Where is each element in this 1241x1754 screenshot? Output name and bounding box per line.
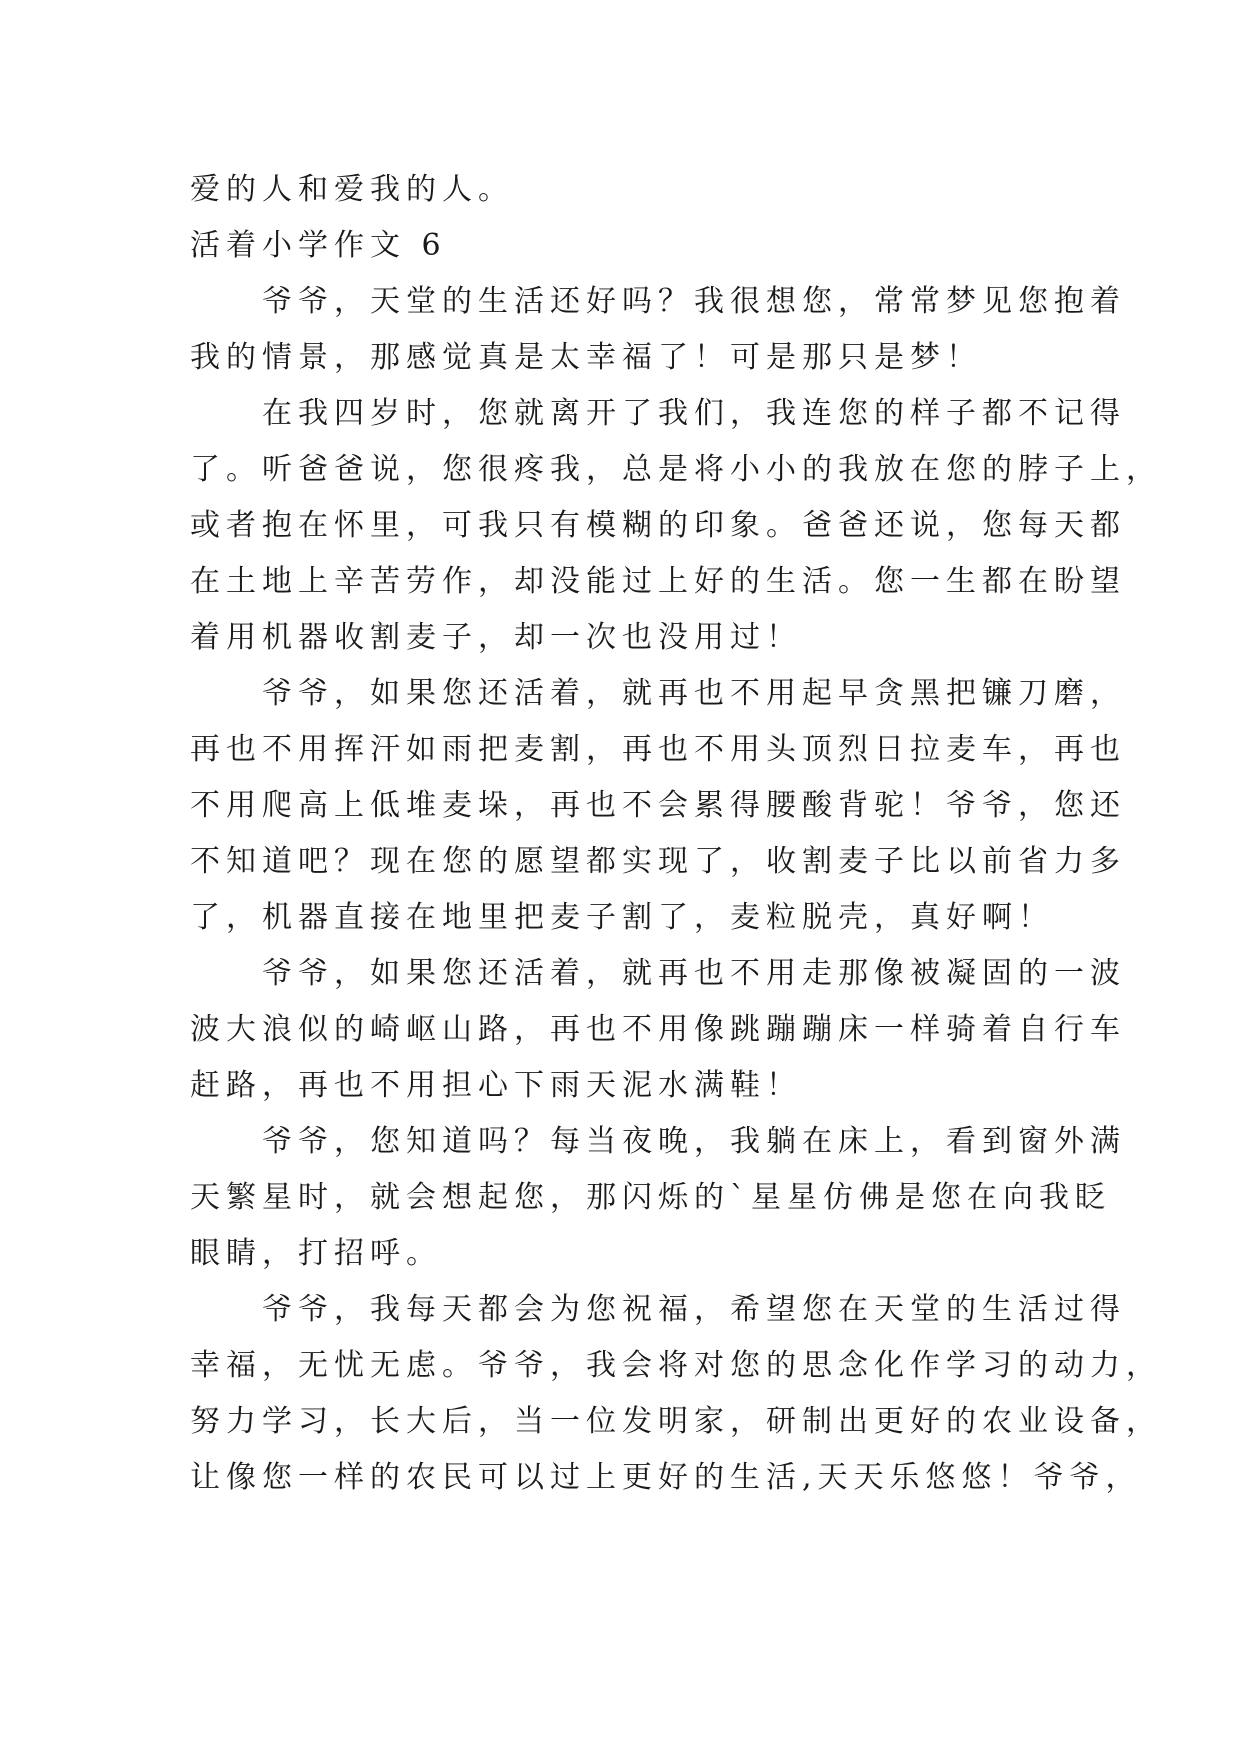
text-line: 或者抱在怀里，可我只有模糊的印象。爸爸还说，您每天都 [190,508,1126,543]
text-line: 了，机器直接在地里把麦子割了，麦粒脱壳，真好啊！ [190,900,1054,935]
text-line: 让像您一样的农民可以过上更好的生活,天天乐悠悠！爷爷， [190,1460,1142,1495]
text-line: 着用机器收割麦子，却一次也没用过！ [190,620,802,655]
text-line: 赶路，再也不用担心下雨天泥水满鞋！ [190,1068,802,1103]
text-line: 天繁星时，就会想起您，那闪烁的`星星仿佛是您在向我眨 [190,1180,1111,1215]
text-line: 再也不用挥汗如雨把麦割，再也不用头顶烈日拉麦车，再也 [190,732,1126,767]
text-line: 眼睛，打招呼。 [190,1236,442,1271]
text-line: 在土地上辛苦劳作，却没能过上好的生活。您一生都在盼望 [190,564,1126,599]
section-title: 活着小学作文 6 [190,228,447,263]
text-line: 努力学习，长大后，当一位发明家，研制出更好的农业设备， [190,1404,1162,1439]
text-line: 我的情景，那感觉真是太幸福了！可是那只是梦！ [190,340,982,375]
text-line: 爱的人和爱我的人。 [190,172,514,207]
text-line: 幸福，无忧无虑。爷爷，我会将对您的思念化作学习的动力， [190,1348,1162,1383]
text-line: 了。听爸爸说，您很疼我，总是将小小的我放在您的脖子上， [190,452,1162,487]
text-line: 不知道吧？现在您的愿望都实现了，收割麦子比以前省力多 [190,844,1126,879]
text-line: 波大浪似的崎岖山路，再也不用像跳蹦蹦床一样骑着自行车 [190,1012,1126,1047]
text-line: 爷爷，天堂的生活还好吗？我很想您，常常梦见您抱着 [190,284,1126,319]
text-line: 不用爬高上低堆麦垛，再也不会累得腰酸背驼！爷爷，您还 [190,788,1126,823]
text-line: 爷爷，如果您还活着，就再也不用走那像被凝固的一波 [190,956,1126,991]
text-line: 爷爷，我每天都会为您祝福，希望您在天堂的生活过得 [190,1292,1126,1327]
text-line: 爷爷，如果您还活着，就再也不用起早贪黑把镰刀磨， [190,676,1126,711]
essay-body [190,162,1162,1506]
text-line: 爷爷，您知道吗？每当夜晚，我躺在床上，看到窗外满 [190,1124,1126,1159]
text-line: 在我四岁时，您就离开了我们，我连您的样子都不记得 [190,396,1126,431]
